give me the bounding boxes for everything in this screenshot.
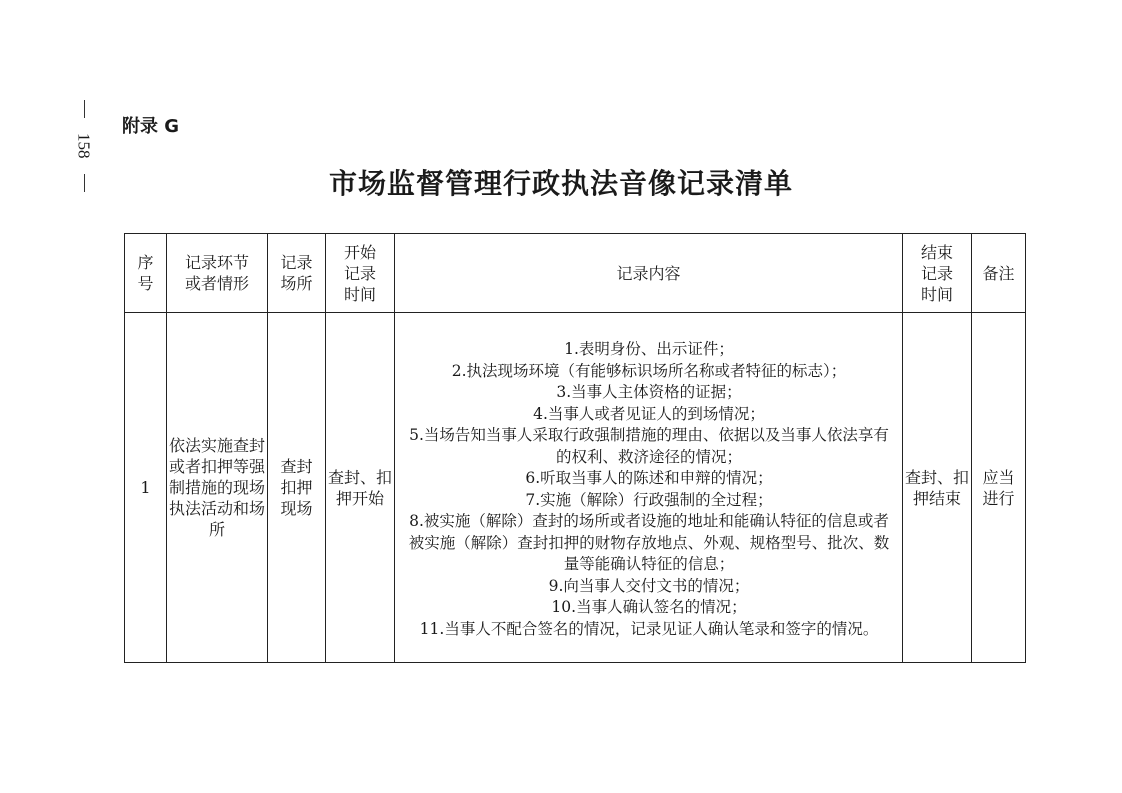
page-number-text: 158: [74, 133, 94, 159]
table-header-row: [125, 234, 1026, 313]
cell-stage: 依法实施查封或者扣押等强制措施的现场执法活动和场所: [167, 313, 268, 663]
header-content: 记录内容: [395, 234, 903, 313]
list-item: 6.听取当事人的陈述和申辩的情况；: [525, 469, 773, 487]
header-remark: 备注: [972, 234, 1026, 313]
header-index: 序号: [125, 234, 167, 313]
content-list: [395, 335, 902, 640]
list-item: 8.被实施（解除）查封的场所或者设施的地址和能确认特征的信息或者被实施（解除）查封扣押的财物存放地点、外观、规格型号、批次、数量等能确认特征的信息；: [408, 512, 890, 573]
list-item: 3.当事人主体资格的证据；: [556, 383, 742, 401]
list-item: 4.当事人或者见证人的到场情况；: [533, 404, 765, 423]
list-item: 10.当事人确认签名的情况；: [551, 598, 747, 616]
header-end-time: 结束记录时间: [903, 234, 972, 313]
record-table: [124, 233, 1026, 663]
page-title: 市场监督管理行政执法音像记录清单: [328, 167, 793, 200]
header-start-time: 开始记录时间: [326, 234, 395, 313]
cell-end-time: 查封、扣押结束: [903, 313, 972, 663]
list-item: 5.当场告知当事人采取行政强制措施的理由、依据以及当事人依法享有的权利、救济途径的情况；: [409, 426, 889, 466]
cell-remark: 应当进行: [972, 313, 1026, 663]
list-item: 9.向当事人交付文书的情况；: [548, 576, 750, 595]
appendix-label: 附录 G: [122, 116, 180, 137]
table-row: [125, 313, 1026, 663]
list-item: 1.表明身份、出示证件；: [564, 340, 734, 358]
list-item: 11.当事人不配合签名的情况，记录见证人确认笔录和签字的情况。: [419, 619, 879, 638]
list-item: 2.执法现场环境（有能够标识场所名称或者特征的标志）；: [451, 361, 847, 380]
header-stage: 记录环节或者情形: [167, 234, 268, 313]
cell-content: [395, 313, 903, 663]
cell-index: 1: [125, 313, 167, 663]
page-number-dash-top: [84, 100, 85, 118]
header-place: 记录场所: [268, 234, 326, 313]
list-item: 7.实施（解除）行政强制的全过程；: [525, 490, 773, 509]
cell-start-time: 查封、扣押开始: [326, 313, 395, 663]
cell-place: 查封扣押现场: [268, 313, 326, 663]
